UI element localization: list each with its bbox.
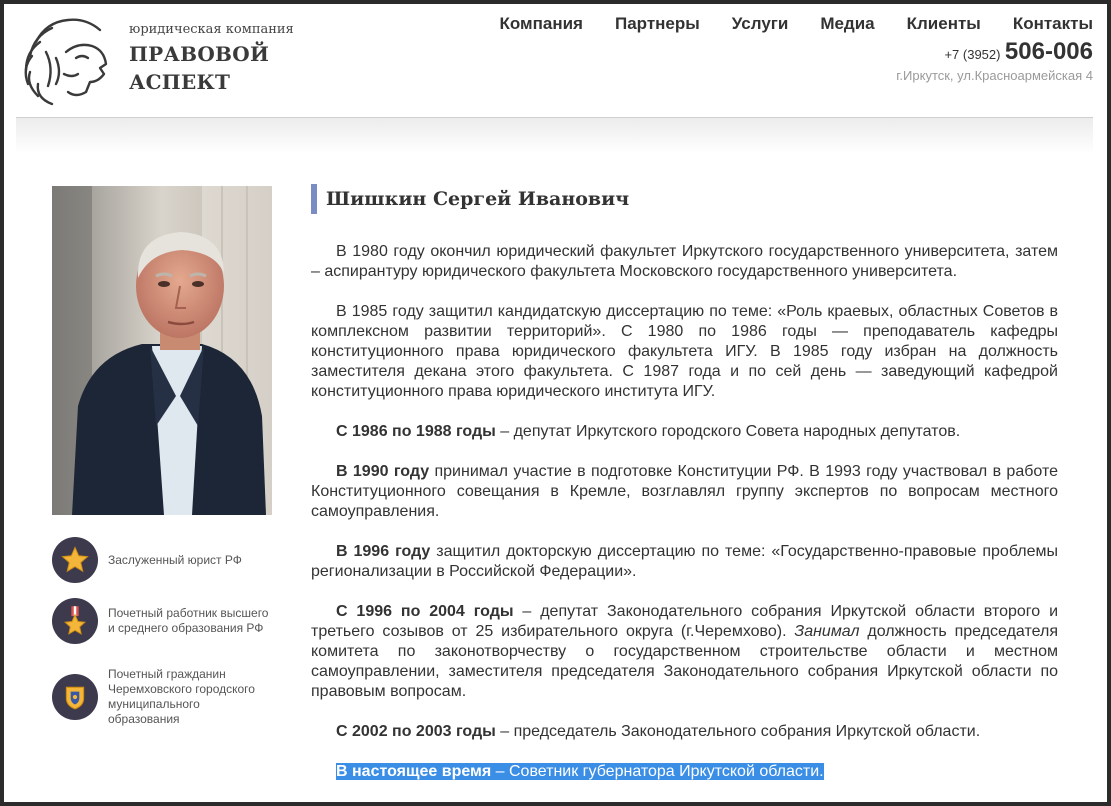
bio-text: должность председателя комитета по законотворчеству о государственном строительстве области и местном самоуправлении, заместителя председателя Законодательного собрания Иркутской области по правовым вопросам. bbox=[311, 623, 1058, 700]
bio-paragraph bbox=[311, 602, 1058, 702]
bio-period: С 1996 по 2004 годы bbox=[336, 603, 514, 620]
nav-item-company[interactable]: Компания bbox=[499, 14, 583, 33]
bio-text: защитил докторскую диссертацию по теме: «Государственно-правовые проблемы регионализации в Российской Федерации». bbox=[311, 543, 1058, 580]
logo-name[interactable] bbox=[129, 40, 269, 96]
bio-paragraph: В 1985 году защитил кандидатскую диссертацию по теме: «Роль краевых, областных Советов в комплексном развитии территорий». С 1980 по 1986 годы — преподаватель кафедры конституционного права юридического факультета ИГУ. В 1985 году избран на должность заместителя декана этого факультета. С 1987 года и по сей день — заведующий кафедрой конституционного права юридического института ИГУ. bbox=[311, 303, 1058, 400]
logo-name-line2: АСПЕКТ bbox=[129, 70, 231, 94]
bio-period: В 1996 году bbox=[336, 543, 431, 560]
site-header bbox=[4, 4, 1107, 122]
bio-text: – депутат Законодательного собрания Иркутской области второго и третьего созывов от 25 избирательного округа (г.Черемхово). bbox=[311, 603, 1059, 640]
bio-text: – депутат Иркутского городского Совета народных депутатов. bbox=[495, 423, 961, 440]
header-divider bbox=[16, 117, 1093, 154]
bio-italic: Занимал bbox=[794, 623, 860, 640]
award-label: Заслуженный юрист РФ bbox=[108, 552, 242, 567]
bio-period: С 2002 по 2003 годы bbox=[336, 723, 496, 740]
main-nav bbox=[500, 14, 1094, 34]
lion-logo-icon[interactable] bbox=[16, 12, 112, 108]
nav-item-partners[interactable]: Партнеры bbox=[614, 14, 700, 33]
nav-item-clients[interactable]: Клиенты bbox=[906, 14, 981, 33]
selected-text bbox=[336, 763, 824, 780]
phone-code: +7 (3952) bbox=[944, 47, 1001, 62]
nav-item-media[interactable]: Медиа bbox=[820, 14, 875, 33]
award-label: Почетный работник высшего и среднего образования РФ bbox=[108, 606, 269, 635]
bio-text: принимал участие в подготовке Конституции РФ. В 1993 году участвовал в работе Конституционного совещания в Кремле, возглавлял группу экспертов по вопросам местного самоуправления. bbox=[311, 463, 1058, 520]
title-accent-bar bbox=[311, 184, 317, 214]
portrait-photo bbox=[52, 186, 272, 515]
bio-paragraph bbox=[311, 722, 1058, 742]
bio-period: В 1990 году bbox=[336, 463, 430, 480]
logo-name-line1: ПРАВОВОЙ bbox=[129, 42, 270, 66]
phone-main: 506-006 bbox=[1004, 38, 1093, 65]
bio-paragraph bbox=[311, 542, 1058, 582]
logo-subtitle: юридическая компания bbox=[129, 22, 294, 37]
bio-period: С 1986 по 1988 годы bbox=[336, 423, 496, 440]
page-title: Шишкин Сергей Иванович bbox=[326, 188, 630, 210]
award-honorary-citizen bbox=[52, 667, 273, 727]
star-icon bbox=[52, 537, 98, 583]
address: г.Иркутск, ул.Красноармейская 4 bbox=[896, 68, 1093, 83]
award-label: Почетный гражданин Черемховского городского муниципального образования bbox=[108, 667, 255, 726]
bio-period: В настоящее время bbox=[336, 763, 492, 780]
bio-paragraph-selected bbox=[311, 762, 1058, 782]
bio-text: – председатель Законодательного собрания Иркутской области. bbox=[495, 723, 981, 740]
bio-paragraph bbox=[311, 462, 1058, 522]
award-honored-lawyer bbox=[52, 537, 273, 583]
bio-paragraph: В 1980 году окончил юридический факультет Иркутского государственного университета, затем – аспирантуру юридического факультета Московского государственного университета. bbox=[311, 243, 1058, 280]
biography bbox=[311, 242, 1058, 802]
bio-paragraph bbox=[311, 422, 1058, 442]
medal-icon bbox=[52, 598, 98, 644]
bio-text: – Советник губернатора Иркутской области. bbox=[491, 763, 824, 780]
emblem-icon bbox=[52, 674, 98, 720]
award-honored-educator bbox=[52, 598, 273, 644]
nav-item-services[interactable]: Услуги bbox=[731, 14, 789, 33]
phone-number[interactable] bbox=[944, 38, 1093, 66]
nav-item-contacts[interactable]: Контакты bbox=[1012, 14, 1093, 33]
